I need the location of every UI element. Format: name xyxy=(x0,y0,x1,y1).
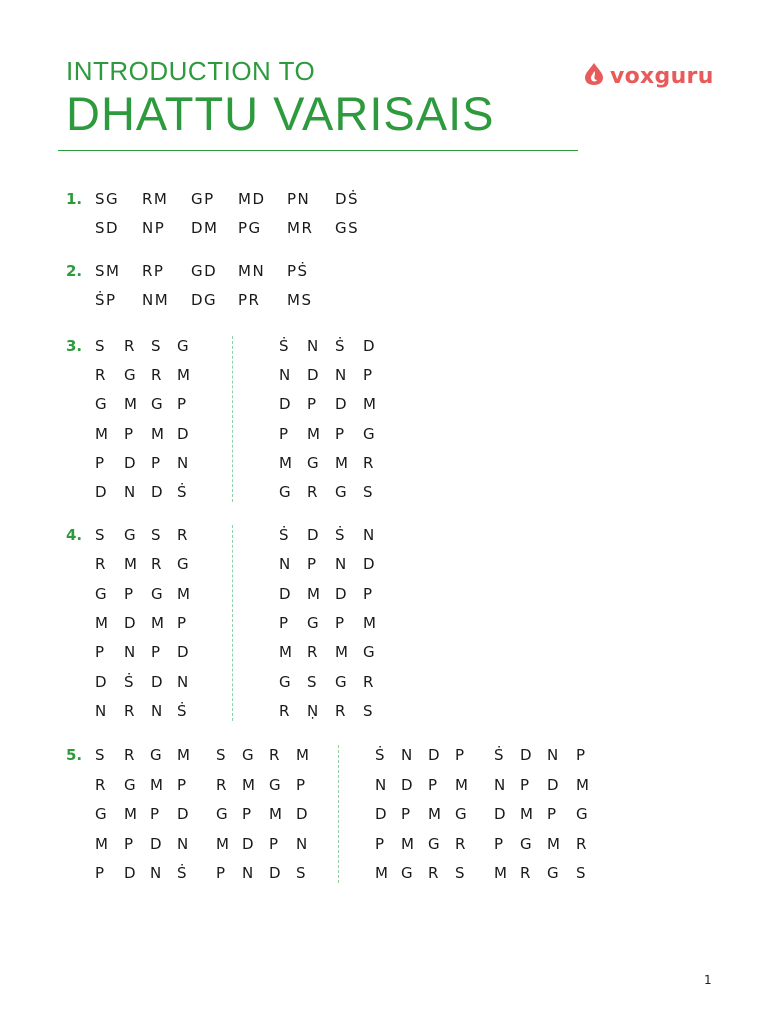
swara-note-ascending: M xyxy=(124,555,137,574)
swara-note-descending: Ṡ xyxy=(335,526,345,544)
swara-note-ascending: S xyxy=(151,526,161,544)
swara-pair: SG xyxy=(95,190,120,208)
exercise-number: 3. xyxy=(66,337,83,355)
swara-pair: DG xyxy=(191,291,218,309)
swara-note-ascending: D xyxy=(177,805,189,823)
swara-note-descending: D xyxy=(520,746,532,764)
swara-pair: PR xyxy=(238,291,261,309)
swara-note-descending: R xyxy=(363,672,374,691)
swara-note-ascending: D xyxy=(95,483,107,501)
swara-note-ascending: P xyxy=(177,775,187,794)
swara-note-descending: D xyxy=(307,526,319,544)
swara-note-ascending: R xyxy=(269,746,280,764)
swara-pair: PG xyxy=(238,219,262,237)
swara-note-descending: N xyxy=(279,555,291,574)
swara-note-ascending: R xyxy=(95,555,106,574)
swara-note-descending: G xyxy=(401,864,413,882)
swara-note-descending: M xyxy=(363,613,376,632)
swara-note-ascending: D xyxy=(177,643,189,662)
swara-note-descending: D xyxy=(335,395,347,414)
exercise-number: 1. xyxy=(66,190,83,208)
swara-note-descending: N xyxy=(375,775,387,794)
swara-pair: NP xyxy=(142,219,166,237)
swara-pair: MS xyxy=(287,291,313,309)
swara-note-ascending: M xyxy=(95,834,108,853)
swara-note-ascending: P xyxy=(177,613,187,632)
column-divider xyxy=(338,745,339,883)
swara-note-ascending: M xyxy=(95,424,108,443)
swara-note-descending: P xyxy=(363,584,373,603)
swara-note-ascending: P xyxy=(296,775,306,794)
swara-note-descending: D xyxy=(363,555,375,574)
swara-note-ascending: N xyxy=(177,672,189,691)
swara-note-ascending: M xyxy=(151,613,164,632)
swara-note-ascending: S xyxy=(151,337,161,355)
swara-note-ascending: G xyxy=(124,526,136,544)
swara-note-descending: M xyxy=(307,584,320,603)
swara-note-ascending: P xyxy=(177,395,187,414)
swara-note-descending: P xyxy=(335,424,345,443)
swara-note-ascending: P xyxy=(95,453,105,472)
swara-note-descending: G xyxy=(455,805,467,823)
swara-note-ascending: R xyxy=(124,746,135,764)
swara-pair: RM xyxy=(142,190,169,208)
swara-note-descending: G xyxy=(335,483,347,501)
swara-note-ascending: M xyxy=(216,834,229,853)
column-divider xyxy=(232,525,233,721)
swara-note-descending: M xyxy=(576,775,589,794)
swara-note-ascending: N xyxy=(124,643,136,662)
swara-note-ascending: Ṡ xyxy=(124,672,134,691)
swara-note-ascending: G xyxy=(177,555,189,574)
swara-note-ascending: S xyxy=(95,337,105,355)
swara-note-ascending: M xyxy=(150,775,163,794)
swara-note-descending: G xyxy=(363,424,375,443)
swara-note-descending: Ṡ xyxy=(279,337,289,355)
swara-pair: NM xyxy=(142,291,170,309)
swara-note-descending: R xyxy=(279,701,290,720)
swara-note-ascending: G xyxy=(124,366,136,385)
swara-note-ascending: N xyxy=(124,483,136,501)
swara-note-descending: Ṡ xyxy=(494,746,504,764)
flame-drop-icon xyxy=(583,62,605,90)
swara-note-descending: D xyxy=(547,775,559,794)
swara-note-descending: P xyxy=(279,613,289,632)
swara-note-descending: M xyxy=(335,643,348,662)
swara-note-descending: M xyxy=(547,834,560,853)
swara-note-descending: G xyxy=(335,672,347,691)
swara-note-ascending: P xyxy=(150,805,160,823)
swara-note-ascending: M xyxy=(269,805,282,823)
page-title: DHATTU VARISAIS xyxy=(66,87,495,140)
swara-note-ascending: N xyxy=(242,864,254,882)
swara-note-descending: G xyxy=(547,864,559,882)
swara-note-ascending: Ṡ xyxy=(177,701,187,720)
swara-note-descending: D xyxy=(494,805,506,823)
swara-note-ascending: P xyxy=(242,805,252,823)
swara-note-descending: D xyxy=(279,584,291,603)
swara-note-ascending: N xyxy=(150,864,162,882)
swara-note-descending: M xyxy=(455,775,468,794)
swara-note-ascending: D xyxy=(124,613,136,632)
swara-note-descending: G xyxy=(576,805,588,823)
swara-note-ascending: P xyxy=(95,864,105,882)
swara-note-descending: N xyxy=(363,526,375,544)
swara-note-descending: D xyxy=(279,395,291,414)
swara-note-ascending: R xyxy=(151,366,162,385)
swara-note-descending: Ṇ xyxy=(307,701,319,720)
swara-note-ascending: M xyxy=(242,775,255,794)
swara-note-descending: G xyxy=(363,643,375,662)
logo-text: voxguru xyxy=(610,63,714,89)
swara-note-descending: M xyxy=(279,643,292,662)
swara-note-descending: R xyxy=(307,483,318,501)
page-subtitle: INTRODUCTION TO xyxy=(66,56,316,86)
swara-note-ascending: M xyxy=(177,746,190,764)
swara-note-ascending: R xyxy=(95,366,106,385)
swara-pair: SM xyxy=(95,262,121,280)
swara-pair: PṠ xyxy=(287,262,309,280)
swara-note-ascending: R xyxy=(177,526,188,544)
swara-note-ascending: P xyxy=(269,834,279,853)
swara-note-ascending: R xyxy=(216,775,227,794)
swara-note-descending: P xyxy=(401,805,411,823)
swara-note-ascending: Ṡ xyxy=(177,864,187,882)
swara-note-descending: G xyxy=(520,834,532,853)
swara-note-ascending: D xyxy=(269,864,281,882)
swara-note-descending: P xyxy=(363,366,373,385)
swara-note-descending: R xyxy=(335,701,346,720)
swara-note-ascending: N xyxy=(177,834,189,853)
swara-note-ascending: D xyxy=(151,672,163,691)
swara-note-descending: M xyxy=(375,864,388,882)
swara-note-descending: Ṡ xyxy=(335,337,345,355)
swara-note-ascending: M xyxy=(177,584,190,603)
column-divider xyxy=(232,336,233,502)
swara-pair: GP xyxy=(191,190,215,208)
swara-note-ascending: Ṡ xyxy=(177,483,187,501)
swara-note-ascending: S xyxy=(216,746,226,764)
swara-note-descending: G xyxy=(279,672,291,691)
swara-note-ascending: G xyxy=(124,775,136,794)
swara-pair: SD xyxy=(95,219,120,237)
exercise-number: 5. xyxy=(66,746,83,764)
swara-note-descending: N xyxy=(401,746,413,764)
swara-note-descending: M xyxy=(335,453,348,472)
swara-note-ascending: G xyxy=(151,584,163,603)
swara-note-descending: P xyxy=(307,395,317,414)
swara-note-descending: D xyxy=(401,775,413,794)
swara-note-descending: Ṡ xyxy=(279,526,289,544)
swara-note-ascending: R xyxy=(124,701,135,720)
swara-pair: DṠ xyxy=(335,190,360,208)
swara-note-descending: S xyxy=(455,864,465,882)
swara-note-ascending: M xyxy=(177,366,190,385)
swara-note-descending: S xyxy=(307,672,317,691)
swara-note-descending: G xyxy=(307,453,319,472)
swara-pair: MR xyxy=(287,219,314,237)
swara-note-ascending: D xyxy=(150,834,162,853)
swara-note-descending: P xyxy=(455,746,465,764)
swara-note-descending: P xyxy=(576,746,586,764)
swara-pair: RP xyxy=(142,262,165,280)
swara-note-descending: P xyxy=(547,805,557,823)
swara-note-ascending: R xyxy=(151,555,162,574)
swara-note-ascending: S xyxy=(296,864,306,882)
swara-note-ascending: M xyxy=(296,746,309,764)
swara-note-ascending: G xyxy=(95,805,107,823)
swara-pair: GD xyxy=(191,262,218,280)
swara-note-descending: N xyxy=(547,746,559,764)
swara-note-descending: P xyxy=(520,775,530,794)
swara-note-ascending: P xyxy=(216,864,226,882)
swara-note-descending: G xyxy=(307,613,319,632)
swara-note-ascending: D xyxy=(242,834,254,853)
swara-pair: MN xyxy=(238,262,266,280)
page-number: 1 xyxy=(704,973,712,987)
swara-pair: PN xyxy=(287,190,311,208)
swara-note-ascending: M xyxy=(124,805,137,823)
swara-note-ascending: D xyxy=(124,453,136,472)
swara-note-descending: S xyxy=(363,483,373,501)
page-header xyxy=(66,56,494,140)
swara-note-ascending: N xyxy=(296,834,308,853)
swara-note-descending: R xyxy=(428,864,439,882)
swara-note-ascending: G xyxy=(216,805,228,823)
swara-note-descending: N xyxy=(335,555,347,574)
swara-note-ascending: G xyxy=(150,746,162,764)
swara-note-ascending: P xyxy=(151,453,161,472)
swara-note-ascending: P xyxy=(95,643,105,662)
swara-note-descending: G xyxy=(428,834,440,853)
swara-note-ascending: P xyxy=(124,424,134,443)
swara-pair: DM xyxy=(191,219,219,237)
swara-note-descending: N xyxy=(494,775,506,794)
header-divider xyxy=(58,150,578,151)
swara-note-ascending: G xyxy=(95,584,107,603)
swara-note-ascending: S xyxy=(95,746,105,764)
swara-note-ascending: P xyxy=(124,584,134,603)
swara-note-ascending: G xyxy=(151,395,163,414)
swara-note-descending: P xyxy=(335,613,345,632)
swara-note-descending: M xyxy=(494,864,507,882)
swara-note-descending: M xyxy=(307,424,320,443)
swara-pair: MD xyxy=(238,190,266,208)
swara-note-ascending: N xyxy=(95,701,107,720)
voxguru-logo xyxy=(583,62,714,90)
swara-note-ascending: P xyxy=(124,834,134,853)
swara-note-descending: D xyxy=(335,584,347,603)
swara-note-descending: D xyxy=(307,366,319,385)
swara-note-ascending: D xyxy=(124,864,136,882)
swara-note-ascending: M xyxy=(124,395,137,414)
swara-note-ascending: G xyxy=(269,775,281,794)
swara-note-descending: M xyxy=(279,453,292,472)
swara-note-ascending: G xyxy=(242,746,254,764)
swara-note-ascending: G xyxy=(177,337,189,355)
swara-note-descending: M xyxy=(363,395,376,414)
swara-note-descending: M xyxy=(520,805,533,823)
exercise-number: 4. xyxy=(66,526,83,544)
swara-note-ascending: D xyxy=(95,672,107,691)
swara-note-descending: P xyxy=(375,834,385,853)
swara-note-descending: D xyxy=(428,746,440,764)
swara-note-descending: P xyxy=(279,424,289,443)
swara-note-ascending: N xyxy=(177,453,189,472)
swara-note-descending: S xyxy=(363,701,373,720)
swara-note-ascending: M xyxy=(151,424,164,443)
swara-note-descending: S xyxy=(576,864,586,882)
swara-note-descending: N xyxy=(307,337,319,355)
exercise-number: 2. xyxy=(66,262,83,280)
swara-note-ascending: D xyxy=(151,483,163,501)
swara-note-ascending: R xyxy=(124,337,135,355)
swara-note-descending: N xyxy=(279,366,291,385)
swara-note-descending: P xyxy=(494,834,504,853)
swara-pair: GS xyxy=(335,219,360,237)
swara-note-descending: R xyxy=(363,453,374,472)
swara-note-descending: M xyxy=(428,805,441,823)
swara-pair: ṠP xyxy=(95,291,117,309)
swara-note-descending: R xyxy=(455,834,466,853)
swara-note-descending: D xyxy=(363,337,375,355)
swara-note-descending: R xyxy=(307,643,318,662)
swara-note-descending: P xyxy=(428,775,438,794)
swara-note-descending: G xyxy=(279,483,291,501)
swara-note-descending: P xyxy=(307,555,317,574)
swara-note-ascending: P xyxy=(151,643,161,662)
swara-note-descending: R xyxy=(520,864,531,882)
swara-note-descending: N xyxy=(335,366,347,385)
swara-note-ascending: R xyxy=(95,775,106,794)
swara-note-ascending: M xyxy=(95,613,108,632)
swara-note-descending: D xyxy=(375,805,387,823)
swara-note-descending: Ṡ xyxy=(375,746,385,764)
swara-note-descending: M xyxy=(401,834,414,853)
swara-note-ascending: G xyxy=(95,395,107,414)
swara-note-ascending: N xyxy=(151,701,163,720)
swara-note-ascending: S xyxy=(95,526,105,544)
swara-note-ascending: D xyxy=(177,424,189,443)
swara-note-descending: R xyxy=(576,834,587,853)
swara-note-ascending: D xyxy=(296,805,308,823)
